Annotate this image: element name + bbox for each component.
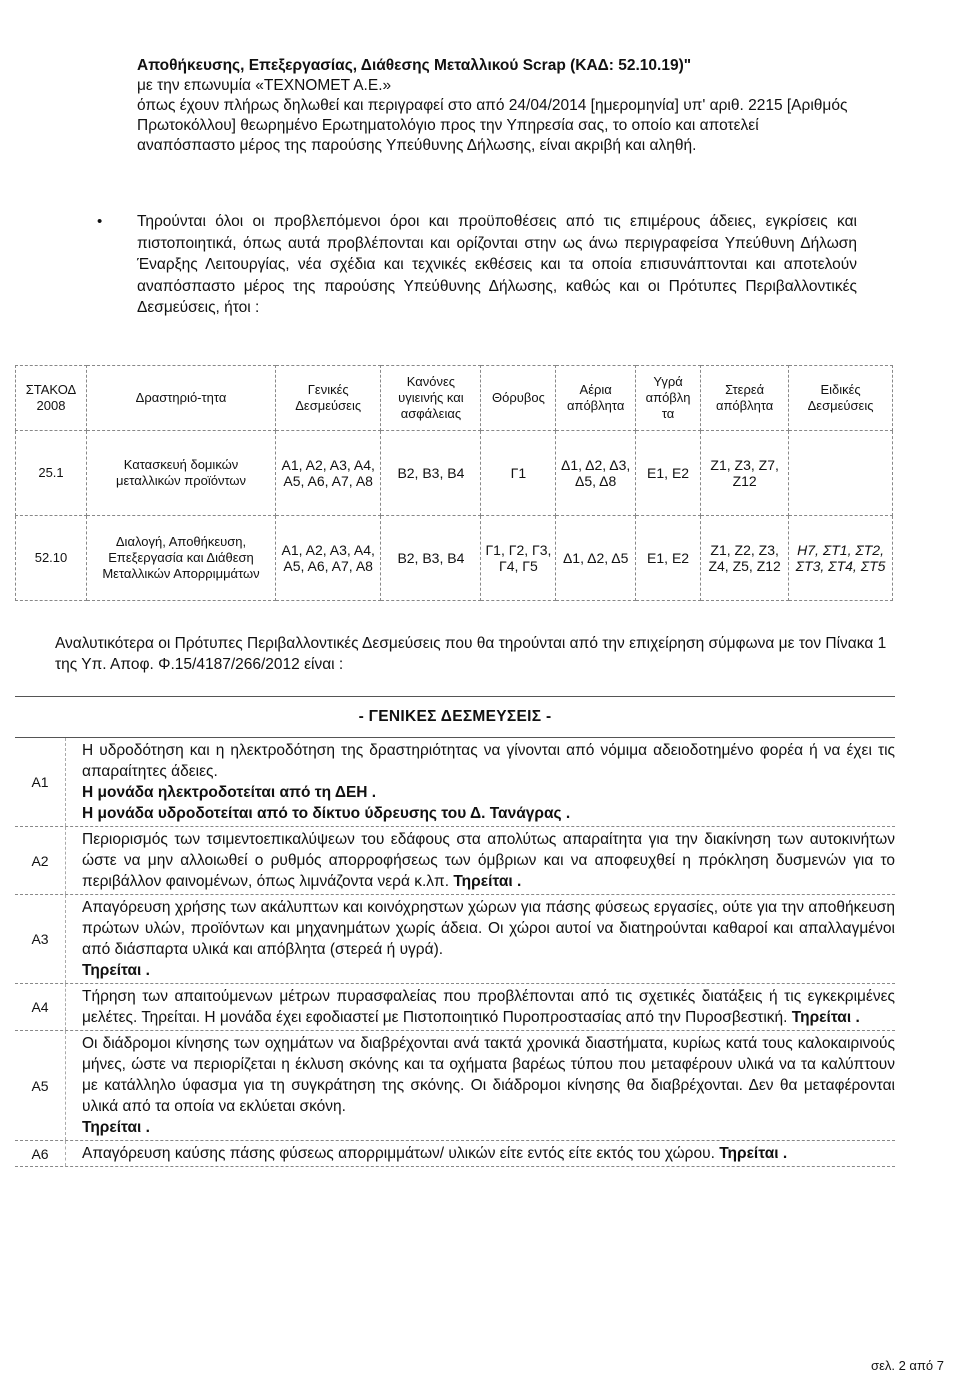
bullet-text: Τηρούνται όλοι οι προβλεπόμενοι όροι και προϋποθέσεις από τις επιμέρους άδειες, εγκρίσεις και πιστοποιητικά, όπως αυτά προβλέπονται και ορίζονται στην ως άνω περιγραφείσα Υπεύθυνη Δήλωση Έναρξης Λειτουργίας, νέα σχέδια και τεχνικές εκθέσεις και τα οποία επισυνάπτονται και αποτελούν αναπόσπαστο μέρος της παρούσης Υπεύθυνης Δήλωσης, καθώς και οι Πρότυπες Περιβαλλοντικές Δεσμεύσεις, ήτοι : bbox=[137, 213, 857, 316]
rule-status: Η μονάδα ηλεκτροδοτείται από τη ΔΕΗ . bbox=[82, 784, 377, 801]
header-air: Αέρια απόβλητα bbox=[556, 366, 636, 431]
rule-code: Α1 bbox=[31, 774, 49, 790]
rule-status: Τηρείται . bbox=[453, 873, 522, 890]
table-row bbox=[16, 516, 893, 601]
rule-a4 bbox=[15, 984, 895, 1031]
intro-line-2: με την επωνυμία «ΤΕΧΝΟΜΕΤ Α.Ε.» bbox=[137, 77, 392, 94]
rule-code: Α2 bbox=[31, 852, 49, 869]
rule-code: Α6 bbox=[31, 1145, 49, 1162]
cell-stakod: 52.10 bbox=[16, 516, 87, 601]
general-commitments bbox=[15, 696, 895, 1167]
header-noise: Θόρυβος bbox=[481, 366, 556, 431]
table-row bbox=[16, 431, 893, 516]
rule-a3 bbox=[15, 895, 895, 984]
cell-activity: Κατασκευή δομικών μεταλλικών προϊόντων bbox=[87, 431, 276, 516]
section-title: - ΓΕΝΙΚΕΣ ΔΕΣΜΕΥΣΕΙΣ - bbox=[15, 696, 895, 738]
activity-codes-table bbox=[15, 365, 893, 601]
rule-code: Α3 bbox=[31, 931, 49, 947]
rule-status: Τηρείται . bbox=[82, 962, 150, 979]
cell-health-safety: Β2, Β3, Β4 bbox=[381, 516, 481, 601]
rule-text bbox=[65, 1141, 895, 1166]
rule-body: Η υδροδότηση και η ηλεκτροδότηση της δραστηριότητας να γίνονται από νόμιμα αδειοδοτημένο φορέα ή να έχει τις απαραίτητες άδειες. bbox=[82, 742, 895, 780]
reference-note: Αναλυτικότερα οι Πρότυπες Περιβαλλοντικές Δεσμεύσεις που θα τηρούνται από την επιχείρηση σύμφωνα με τον Πίνακα 1 της Υπ. Αποφ. Φ.15/4187/266/2012 είναι : bbox=[55, 635, 887, 673]
rule-code: Α5 bbox=[31, 1077, 49, 1094]
rule-status: Τηρείται . bbox=[791, 1009, 860, 1026]
bullet-icon: • bbox=[97, 213, 103, 230]
rule-text bbox=[65, 1031, 895, 1140]
rule-a5 bbox=[15, 1031, 895, 1141]
rule-text bbox=[65, 738, 895, 826]
cell-solid: Ζ1, Ζ3, Ζ7, Ζ12 bbox=[701, 431, 789, 516]
cell-noise: Γ1 bbox=[481, 431, 556, 516]
intro-line-1: Αποθήκευσης, Επεξεργασίας, Διάθεσης Μεταλλικού Scrap (ΚΑΔ: 52.10.19)" bbox=[137, 57, 692, 74]
header-stakod: ΣΤΑΚΟΔ 2008 bbox=[16, 366, 87, 431]
rule-a2 bbox=[15, 827, 895, 895]
rule-code: Α4 bbox=[31, 999, 49, 1015]
table-header-row bbox=[16, 366, 893, 431]
rule-text bbox=[65, 895, 895, 983]
cell-activity: Διαλογή, Αποθήκευση, Επεξεργασία και Διάθεση Μεταλλικών Απορριμμάτων bbox=[87, 516, 276, 601]
rule-a1 bbox=[15, 738, 895, 827]
rule-status: Τηρείται . bbox=[719, 1145, 788, 1162]
cell-health-safety: Β2, Β3, Β4 bbox=[381, 431, 481, 516]
rule-text bbox=[65, 984, 895, 1030]
cell-stakod: 25.1 bbox=[16, 431, 87, 516]
header-general: Γενικές Δεσμεύσεις bbox=[276, 366, 381, 431]
page-number: σελ. 2 από 7 bbox=[871, 1358, 944, 1373]
rule-body: Απαγόρευση καύσης πάσης φύσεως απορριμμάτων/ υλικών είτε εντός είτε εκτός του χώρου. bbox=[82, 1145, 715, 1162]
cell-air: Δ1, Δ2, Δ5 bbox=[556, 516, 636, 601]
header-activity: Δραστηριό-τητα bbox=[87, 366, 276, 431]
cell-special bbox=[789, 431, 893, 516]
cell-liquid: Ε1, Ε2 bbox=[635, 516, 700, 601]
rule-body: Περιορισμός των τσιμεντοεπικαλύψεων του εδάφους στα απολύτως απαραίτητα για την διακίνηση των αυτοκινήτων ώστε να μην αλλοιωθεί ο ρυθμός απορροφήσεως των όμβριων και να αποφευχθεί η πρόκληση δυσμενών για το περιβάλλον φαινομένων, όπως λιμνάζοντα νερά κ.λπ. bbox=[82, 831, 895, 890]
cell-solid: Ζ1, Ζ2, Ζ3, Ζ4, Ζ5, Ζ12 bbox=[701, 516, 789, 601]
intro-line-3: όπως έχουν πλήρως δηλωθεί και περιγραφεί στο από 24/04/2014 [ημερομηνία] υπ' αριθ. 2215 [Αριθμός Πρωτοκόλλου] θεωρημένο Ερωτηματολόγιο προς την Υπηρεσία σας, το οποίο και αποτελεί αναπόσπαστο μέρος της παρούσης Υπεύθυνης Δήλωσης, είναι ακριβή και αληθή. bbox=[137, 97, 848, 154]
rule-body: Τήρηση των απαιτούμενων μέτρων πυρασφαλείας που προβλέπονται από τις σχετικές διατάξεις ή τις εγκεκριμένες μελέτες. Τηρείται. Η μονάδα έχει εφοδιαστεί με Πιστοποιητικό Πυροπροστασίας από την Πυροσβεστική. bbox=[82, 988, 895, 1026]
header-liquid: Υγρά απόβλη τα bbox=[635, 366, 700, 431]
cell-general: Α1, Α2, Α3, Α4, Α5, Α6, Α7, Α8 bbox=[276, 516, 381, 601]
cell-special: Η7, ΣΤ1, ΣΤ2, ΣΤ3, ΣΤ4, ΣΤ5 bbox=[789, 516, 893, 601]
rule-a6 bbox=[15, 1141, 895, 1167]
cell-noise: Γ1, Γ2, Γ3, Γ4, Γ5 bbox=[481, 516, 556, 601]
rule-body: Οι διάδρομοι κίνησης των οχημάτων να διαβρέχονται ανά τακτά χρονικά διαστήματα, κυρίως κατά τους καλοκαιρινούς μήνες, ώστε να περιορίζεται η έκλυση σκόνης και τα οχήματα βαρέως τύπου που μεταφέρουν υλικά να τα καλύπτουν με κατάλληλο ύφασμα για τη συγκράτηση της σκόνης. Οι διάδρομοι κίνησης θα διαβρέχονται. Δεν θα μεταφέρονται υλικά από τα οποία να εκλύεται σκόνη. bbox=[82, 1035, 895, 1115]
header-solid: Στερεά απόβλητα bbox=[701, 366, 789, 431]
intro-paragraph bbox=[137, 56, 857, 156]
rule-status: Τηρείται . bbox=[82, 1119, 150, 1136]
header-special: Ειδικές Δεσμεύσεις bbox=[789, 366, 893, 431]
rule-status-2: Η μονάδα υδροδοτείται από το δίκτυο ύδρευσης του Δ. Τανάγρας . bbox=[82, 805, 571, 822]
header-health-safety: Κανόνες υγιεινής και ασφάλειας bbox=[381, 366, 481, 431]
rule-text bbox=[65, 827, 895, 894]
cell-air: Δ1, Δ2, Δ3, Δ5, Δ8 bbox=[556, 431, 636, 516]
rule-body: Απαγόρευση χρήσης των ακάλυπτων και κοινόχρηστων χώρων για πάσης φύσεως εργασίες, ούτε για την αποθήκευση πρώτων υλών, προϊόντων και μηχανημάτων χωρίς άδεια. Οι χώροι αυτοί να διατηρούνται καθαροί και απαλλαγμένοι από διάσπαρτα υλικά και απόβλητα (στερεά ή υγρά). bbox=[82, 899, 895, 958]
cell-liquid: Ε1, Ε2 bbox=[635, 431, 700, 516]
cell-general: Α1, Α2, Α3, Α4, Α5, Α6, Α7, Α8 bbox=[276, 431, 381, 516]
